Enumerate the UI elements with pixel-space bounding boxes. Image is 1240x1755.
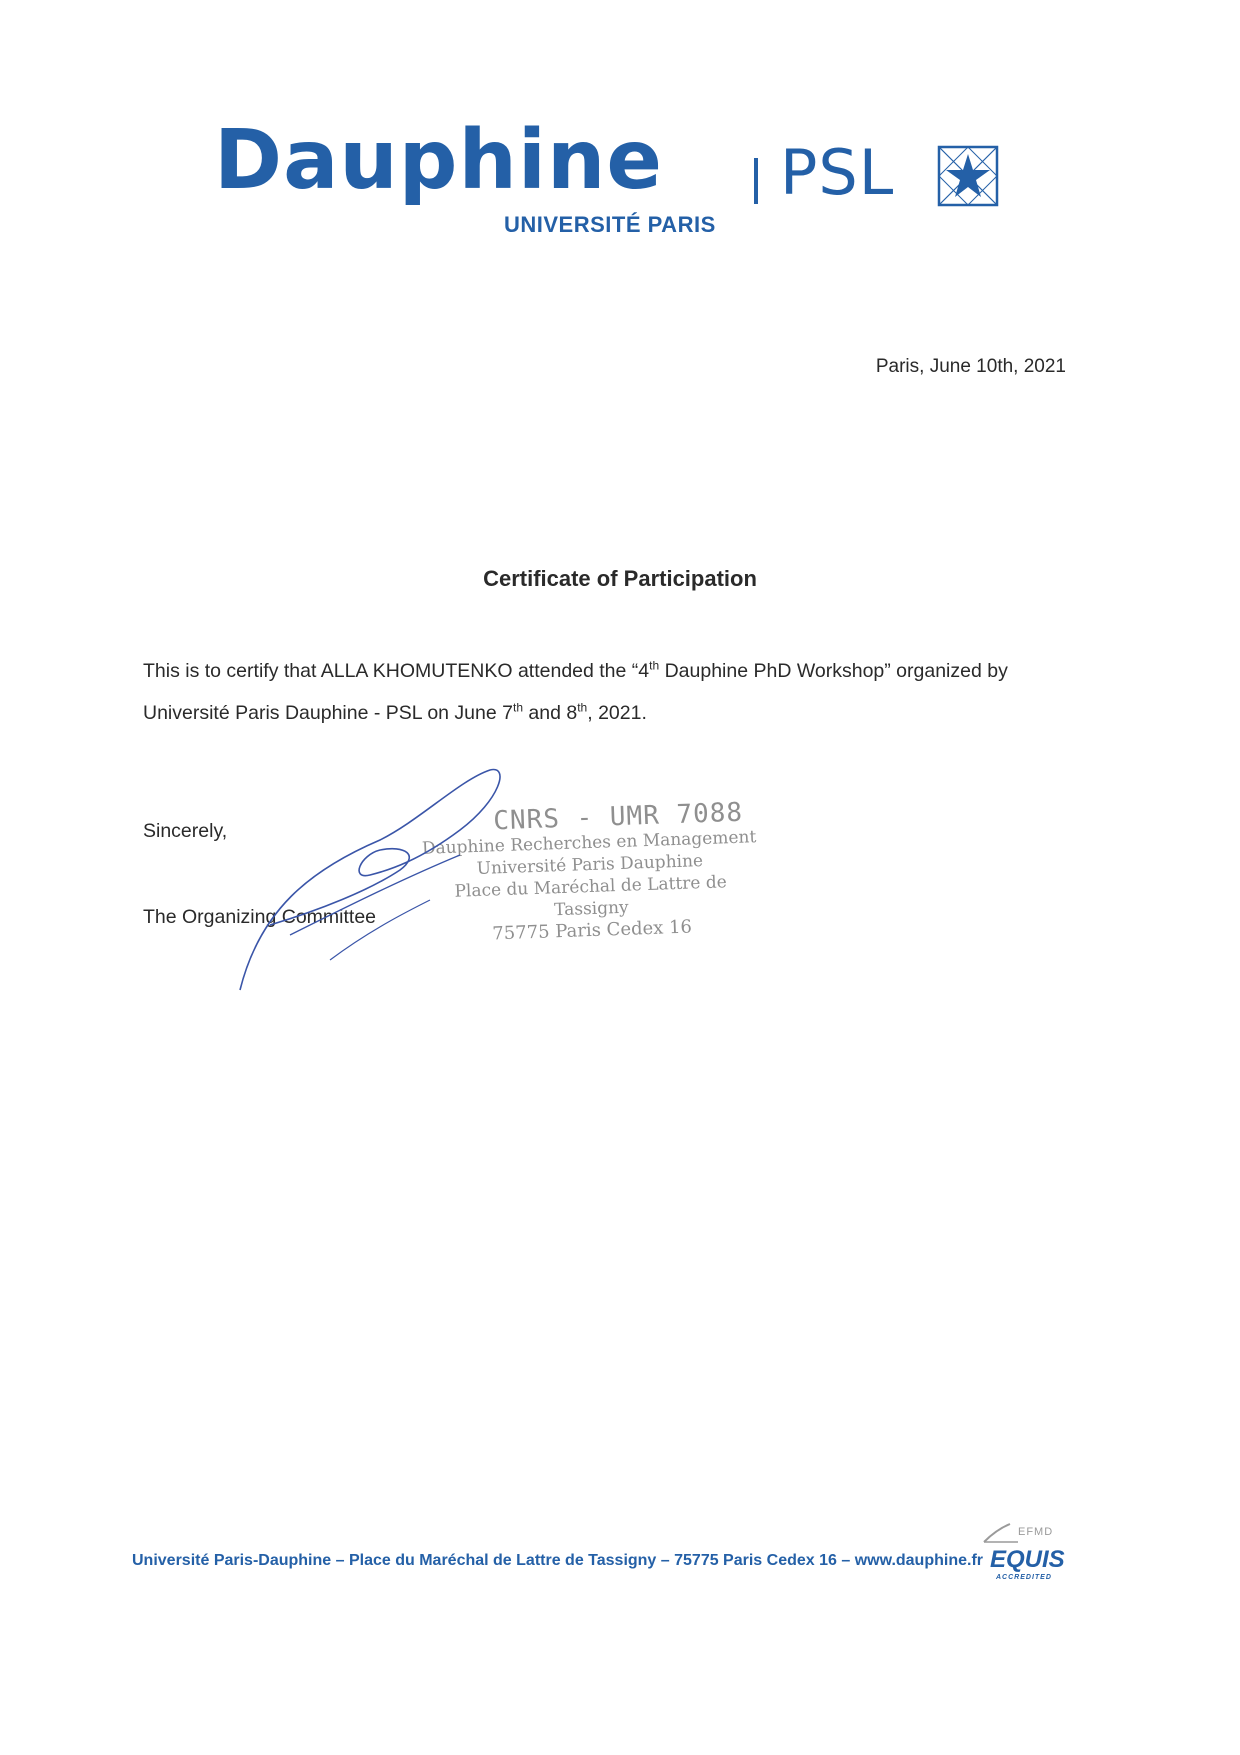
issue-date: Paris, June 10th, 2021: [875, 356, 1066, 377]
certificate-body: [143, 650, 1083, 734]
body-part-3: and 8: [523, 702, 578, 724]
logo-divider: [754, 158, 758, 204]
psl-star-emblem-icon: [936, 144, 1000, 208]
accredited-label: ACCREDITED: [996, 1574, 1052, 1581]
certificate-title: Certificate of Participation: [483, 566, 757, 591]
stamp-line-3: Université Paris Dauphine: [476, 851, 704, 879]
efmd-label: EFMD: [1018, 1526, 1054, 1538]
logo-psl: PSL: [780, 136, 895, 209]
efmd-swoosh-icon: [980, 1520, 1020, 1546]
closing-salutation: Sincerely,: [143, 820, 228, 842]
body-sup-1: th: [649, 658, 660, 673]
logo-wordmark: Dauphine: [214, 113, 663, 208]
footer-address: Université Paris-Dauphine – Place du Maréchal de Lattre de Tassigny – 75775 Paris Cedex 16 – www.dauphine.fr: [132, 1552, 983, 1569]
body-part-1: This is to certify that ALLA KHOMUTENKO attended the “4: [143, 660, 650, 682]
body-part-4: , 2021.: [587, 702, 647, 724]
stamp-line-1: CNRS - UMR 7088: [492, 797, 744, 837]
dauphine-psl-logo: [214, 113, 1004, 240]
equis-label: EQUIS: [990, 1546, 1065, 1573]
body-part-2: Dauphine PhD Workshop” organized by Université Paris Dauphine - PSL on June 7: [143, 660, 1008, 724]
body-sup-3: th: [577, 700, 588, 715]
stamp-line-2: Dauphine Recherches en Management: [421, 827, 757, 859]
body-sup-2: th: [512, 700, 523, 715]
handwritten-signature: [230, 760, 530, 1010]
equis-accreditation: [970, 1520, 1070, 1590]
logo-subtitle: UNIVERSITÉ PARIS: [504, 212, 716, 237]
stamp-line-4: Place du Maréchal de Lattre de Tassigny: [454, 872, 728, 921]
stamp-line-5: 75775 Paris Cedex 16: [491, 916, 693, 945]
signatory-name: The Organizing Committee: [143, 906, 377, 928]
